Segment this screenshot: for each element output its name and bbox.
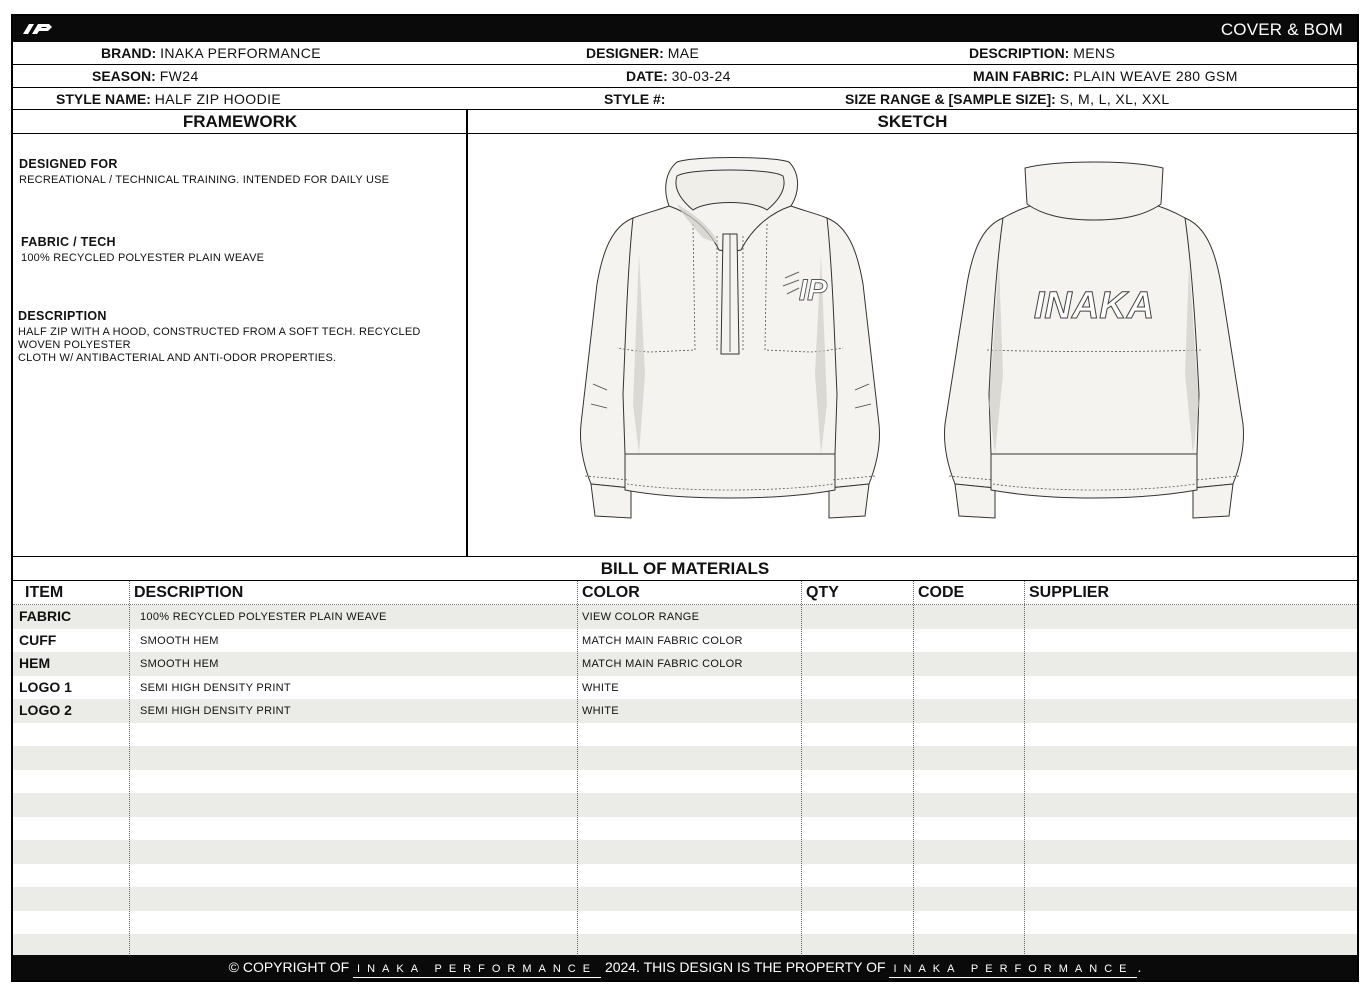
fabric-tech-text: 100% RECYCLED POLYESTER PLAIN WEAVE [21,252,265,264]
column-divider [129,581,130,956]
fabric-tech-block [21,236,264,265]
main-fabric-label: MAIN FABRIC: [973,68,1070,84]
style-name-label: STYLE NAME: [56,91,151,107]
table-row-empty [13,793,1357,817]
description-line-2: WOVEN POLYESTER [18,339,131,351]
table-row-empty [13,723,1357,747]
copyright-prefix: © COPYRIGHT OF [228,959,350,975]
season-field [92,68,199,84]
designed-for-title: DESIGNED FOR [19,157,118,171]
description-value: MENS [1073,45,1116,61]
brand-label: BRAND: [101,45,157,61]
col-supplier: SUPPLIER [1029,584,1110,601]
table-row-empty [13,817,1357,841]
copyright-middle: 2024. THIS DESIGN IS THE PROPERTY OF [604,959,886,975]
row-description: SMOOTH HEM [140,634,219,647]
date-field [626,68,731,84]
hoodie-back-sketch [937,154,1251,526]
row-color: MATCH MAIN FABRIC COLOR [582,658,743,670]
copyright-owner-1: INAKA PERFORMANCE [353,961,601,978]
style-number-field [604,91,665,107]
col-color: COLOR [582,584,640,601]
bom-header: BILL OF MATERIALS [13,556,1357,581]
col-description: DESCRIPTION [134,584,244,601]
table-row [13,605,1357,629]
brand-value: INAKA PERFORMANCE [160,45,321,61]
table-row [13,676,1357,700]
info-row-1 [13,42,1357,65]
row-item: FABRIC [19,608,72,624]
table-row [13,699,1357,723]
hoodie-front-sketch [573,154,887,526]
description-title: DESCRIPTION [18,309,107,323]
info-row-2 [13,65,1357,88]
bom-column-headers [13,581,1357,604]
column-divider [1024,581,1025,956]
row-color: WHITE [582,705,619,717]
brand-logo-icon [21,20,55,38]
bom-table-body [13,604,1357,956]
row-color: MATCH MAIN FABRIC COLOR [582,634,743,647]
table-row-empty [13,864,1357,888]
column-divider [577,581,578,956]
table-row-empty [13,934,1357,958]
main-fabric-field [973,68,1238,84]
info-row-3 [13,88,1357,110]
size-range-field [845,91,1170,107]
copyright-owner-2: INAKA PERFORMANCE [889,961,1137,978]
brand-field [101,45,321,61]
section-divider [466,110,468,556]
row-description: 100% RECYCLED POLYESTER PLAIN WEAVE [140,611,387,623]
date-value: 30-03-24 [671,68,731,84]
page-title: COVER & BOM [1220,20,1343,39]
description-field [969,45,1115,61]
row-item: LOGO 2 [19,702,72,718]
col-item: ITEM [25,584,64,601]
table-row-empty [13,887,1357,911]
col-code: CODE [918,584,965,601]
front-chest-logo: IP [798,274,828,307]
table-row-empty [13,840,1357,864]
tech-pack-sheet [11,14,1359,982]
designed-for-block [19,158,389,187]
designer-label: DESIGNER: [586,45,664,61]
table-row-empty [13,746,1357,770]
fabric-tech-title: FABRIC / TECH [21,235,116,249]
designer-value: MAE [667,45,700,61]
row-description: SMOOTH HEM [140,658,219,670]
season-label: SEASON: [92,68,156,84]
main-fabric-value: PLAIN WEAVE 280 GSM [1073,68,1238,84]
style-name-value: HALF ZIP HOODIE [154,91,282,107]
table-row-empty [13,911,1357,935]
row-description: SEMI HIGH DENSITY PRINT [140,681,291,694]
table-row [13,652,1357,676]
row-item: CUFF [19,631,57,648]
column-divider [913,581,914,956]
copyright-suffix: . [1137,959,1142,975]
description-label: DESCRIPTION: [969,45,1070,61]
description-line-3: CLOTH W/ ANTIBACTERIAL AND ANTI-ODOR PROPERTIES. [18,352,337,364]
row-item: LOGO 1 [19,678,72,695]
designer-field [586,45,699,61]
framework-header: FRAMEWORK [13,110,467,134]
table-row-empty [13,770,1357,794]
sketch-header: SKETCH [468,110,1357,134]
date-label: DATE: [626,68,668,84]
row-item: HEM [19,655,51,671]
row-color: WHITE [582,681,619,694]
row-description: SEMI HIGH DENSITY PRINT [140,705,291,717]
season-value: FW24 [159,68,199,84]
description-block [18,310,421,365]
column-divider [801,581,802,956]
designed-for-text: RECREATIONAL / TECHNICAL TRAINING. INTENDED FOR DAILY USE [19,174,390,186]
style-name-field [56,91,281,107]
style-number-label: STYLE #: [604,91,666,107]
description-line-1: HALF ZIP WITH A HOOD, CONSTRUCTED FROM A SOFT TECH. RECYCLED [18,326,421,338]
size-range-label: SIZE RANGE & [SAMPLE SIZE]: [845,91,1056,107]
table-row [13,629,1357,653]
header-bar [13,16,1357,42]
back-print-logo: INAKA [1033,285,1155,327]
col-qty: QTY [806,584,839,601]
size-range-value: S, M, L, XL, XXL [1059,91,1170,107]
copyright-footer [13,955,1357,980]
row-color: VIEW COLOR RANGE [582,611,700,623]
